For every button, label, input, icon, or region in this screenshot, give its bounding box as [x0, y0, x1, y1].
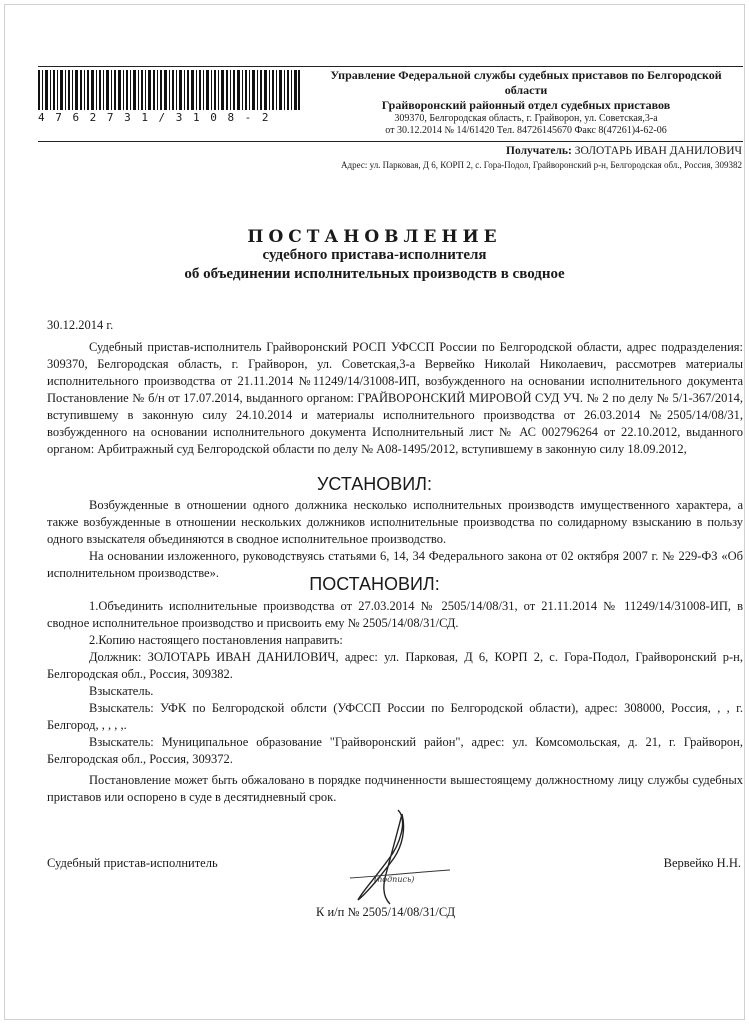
barcode [38, 70, 300, 110]
header-top-rule [38, 66, 743, 67]
resolved-debtor: Должник: ЗОЛОТАРЬ ИВАН ДАНИЛОВИЧ, адрес: ул. Парковая, Д 6, КОРП 2, с. Гора-Подол, Грайворонский р-н, Белгородская обл., Россия, 309382. [47, 650, 743, 681]
agency-name: Управление Федеральной службы судебных приставов по Белгородской области [330, 68, 722, 97]
agency-address: 309370, Белгородская область, г. Грайворон, ул. Советская,3-а [394, 113, 658, 124]
recipient-name: ЗОЛОТАРЬ ИВАН ДАНИЛОВИЧ [574, 145, 742, 157]
established-block [47, 497, 743, 582]
recipient-address: Адрес: ул. Парковая, Д 6, КОРП 2, с. Гора-Подол, Грайворонский р-н, Белгородская обл., Россия, 309382 [341, 160, 742, 170]
handwritten-signature [340, 800, 460, 920]
established-heading: УСТАНОВИЛ: [317, 474, 432, 494]
established-paragraph-2: На основании изложенного, руководствуясь статьями 6, 14, 34 Федерального закона от 02 октября 2007 г. № 229-ФЗ «Об исполнительном производстве». [47, 549, 743, 580]
ip-number: К и/п № 2505/14/08/31/СД [316, 905, 456, 919]
resolved-item-1: 1.Объединить исполнительные производства от 27.03.2014 № 2505/14/08/31, от 21.11.2014 № 11249/14/31008-ИП, в сводное исполнительное производство и присвоить ему № 2505/14/08/31/СД. [47, 599, 743, 630]
recipient-label: Получатель: [506, 145, 572, 157]
resolved-item-2: 2.Копию настоящего постановления направить: [89, 633, 343, 647]
signature-caption: (подпись) [374, 875, 415, 884]
document-subtitle-2: об объединении исполнительных производств в сводное [184, 266, 565, 282]
header-bottom-rule [38, 141, 743, 142]
resolved-block [47, 598, 743, 768]
division-name: Грайворонский районный отдел судебных приставов [381, 98, 671, 112]
appeal-paragraph: Постановление может быть обжаловано в порядке подчиненности вышестоящему должностному лицу службы судебных приставов или оспорено в суде в десятидневный срок. [47, 773, 743, 804]
intro-paragraph: Судебный пристав-исполнитель Грайворонский РОСП УФССП России по Белгородской области, адрес подразделения: 309370, Белгородская область, г. Грайворон, ул. Советская,3-а Вервейко Николай Николаевич, рассмотрев материалы исполнительного производства от 21.11.2014 №11249/14/31008-ИП, возбужденного на основании исполнительного документа Постановление № б/н от 17.07.2014, выданного органом: ГРАЙВОРОНСКИЙ МИРОВОЙ СУД УЧ. № 2 по делу № 5/1-367/2014, вступившему в законную силу 24.10.2014 и материалы исполнительного производства от 26.03.2014 №2505/14/08/31, возбужденного на основании исполнительного документа Исполнительный лист № АС 002796264 от 22.10.2012, выданного органом: Арбитражный суд Белгородской области по делу № А08-1495/2012, вступившему в законную силу 18.09.2012, [47, 340, 743, 456]
signer-name: Вервейко Н.Н. [663, 856, 741, 870]
recipient [300, 145, 742, 157]
established-paragraph-1: Возбужденные в отношении одного должника несколько исполнительных производств имущественного характера, а также возбужденные в отношении нескольких должников исполнительные производства по солидарному взысканию в пользу одного взыскателя объединяются в сводное исполнительное производство. [47, 498, 743, 546]
document-subtitle-1: судебного пристава-исполнителя [262, 247, 487, 263]
document-date: 30.12.2014 г. [47, 318, 114, 332]
intro-block [47, 339, 743, 458]
barcode-number: 4762731/3108-2 [38, 111, 280, 124]
document-title: ПОСТАНОВЛЕНИЕ [247, 227, 502, 247]
resolved-heading: ПОСТАНОВИЛ: [309, 574, 440, 594]
agency-contacts: от 30.12.2014 № 14/61420 Тел. 84726145670 Факс 8(47261)4-62-06 [385, 125, 667, 136]
resolved-claimant-label: Взыскатель. [89, 684, 154, 698]
signer-position: Судебный пристав-исполнитель [47, 856, 218, 870]
resolved-claimant-2: Взыскатель: Муниципальное образование "Грайворонский район", адрес: ул. Комсомольская, д. 21, г. Грайворон, Белгородская обл., Россия, 309372. [47, 735, 743, 766]
resolved-claimant-1: Взыскатель: УФК по Белгородской облсти (УФССП России по Белгородской области), адрес: 308000, Россия, , , г. Белгород, , , , ,. [47, 701, 743, 732]
